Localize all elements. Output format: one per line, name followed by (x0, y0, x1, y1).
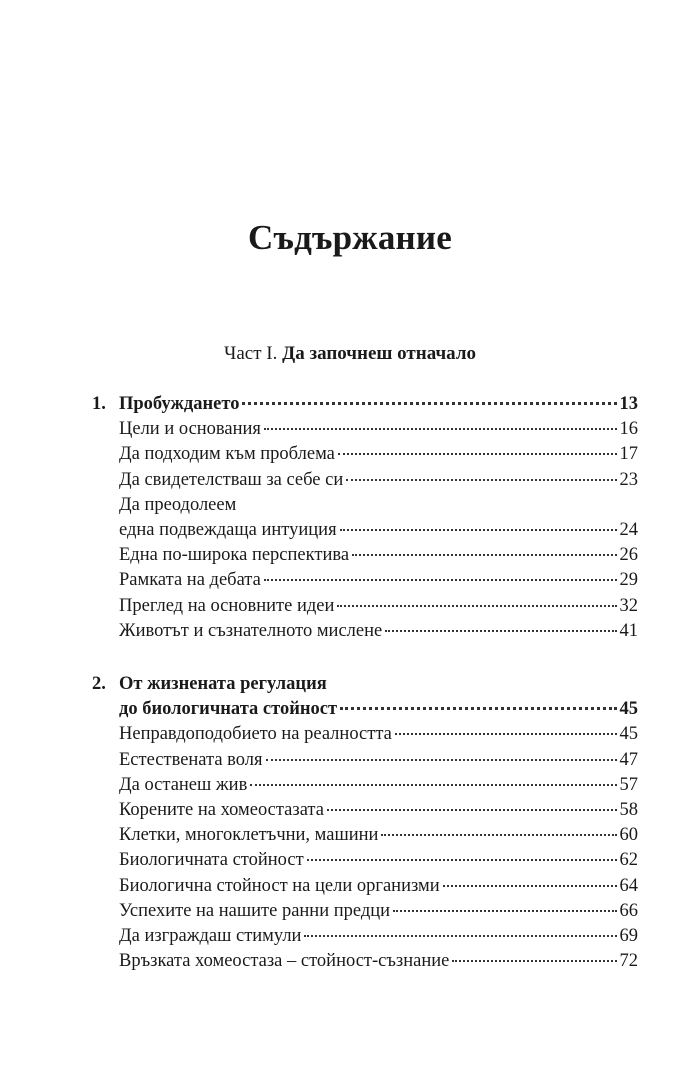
section-title: Естествената воля (119, 749, 263, 770)
toc-entry-first-line[interactable] (92, 493, 638, 518)
toc-entry[interactable] (92, 594, 638, 619)
dot-leader (304, 935, 616, 937)
dot-leader (381, 834, 616, 836)
toc-chapter-2 (92, 672, 638, 974)
page-number: 24 (619, 519, 638, 540)
dot-leader (395, 733, 617, 735)
toc-entry[interactable] (92, 773, 638, 798)
page-number: 64 (619, 875, 638, 896)
toc-entry[interactable] (92, 568, 638, 593)
dot-leader (327, 809, 617, 811)
page-number: 47 (619, 749, 638, 770)
dot-leader (307, 859, 617, 861)
dot-leader (338, 453, 617, 455)
part-name: Да започнеш отначало (282, 343, 476, 364)
toc-entry[interactable] (92, 748, 638, 773)
page-number: 32 (619, 595, 638, 616)
section-title: Връзката хомеостаза – стойност-съзнание (119, 951, 450, 972)
page-number: 45 (619, 724, 638, 745)
chapter-title: Пробуждането (119, 394, 240, 414)
toc-entry[interactable] (92, 848, 638, 873)
dot-leader (452, 960, 616, 962)
dot-leader (352, 554, 616, 556)
dot-leader (250, 784, 616, 786)
page-number: 41 (619, 620, 638, 641)
dot-leader (340, 707, 616, 710)
page-number: 16 (619, 419, 638, 440)
section-title: Да подходим към проблема (119, 444, 335, 465)
section-title: Успехите на нашите ранни предци (119, 900, 391, 921)
page-number: 23 (619, 469, 638, 490)
section-title: една подвеждаща интуиция (119, 519, 337, 540)
chapter-title-line1: От жизнената регулация (119, 674, 327, 694)
section-title: Животът и съзнателното мислене (119, 620, 383, 641)
page-number: 45 (619, 699, 638, 720)
page-number: 29 (619, 570, 638, 591)
section-title: Да останеш жив (119, 774, 248, 795)
dot-leader (242, 402, 616, 405)
toc-entry[interactable] (92, 417, 638, 442)
dot-leader (393, 910, 616, 912)
toc-entry[interactable] (92, 924, 638, 949)
toc-entry[interactable] (92, 518, 638, 543)
section-title: Клетки, многоклетъчни, машини (119, 825, 379, 846)
section-title-line1: Да преодолеем (119, 494, 237, 515)
section-title: Неправдоподобието на реалността (119, 724, 392, 745)
dot-leader (264, 428, 617, 430)
chapter-2-entry-first-line[interactable] (92, 672, 638, 697)
part-prefix: Част I. (224, 343, 283, 364)
toc-entry[interactable] (92, 543, 638, 568)
toc-entry[interactable] (92, 619, 638, 644)
page-number: 26 (619, 545, 638, 566)
page-number: 72 (619, 951, 638, 972)
chapter-number: 2. (92, 674, 106, 694)
page-number: 58 (619, 799, 638, 820)
section-title: Една по-широка перспектива (119, 545, 350, 566)
dot-leader (346, 479, 616, 481)
toc-entry[interactable] (92, 798, 638, 823)
chapter-number: 1. (92, 394, 106, 414)
dot-leader (443, 885, 617, 887)
toc-entry[interactable] (92, 468, 638, 493)
page-number: 69 (619, 925, 638, 946)
page-number: 13 (619, 394, 638, 414)
toc-entry[interactable] (92, 874, 638, 899)
section-title: Преглед на основните идеи (119, 595, 335, 616)
page-title: Съдържание (247, 218, 452, 257)
toc-entry[interactable] (92, 823, 638, 848)
page-number: 60 (619, 825, 638, 846)
toc-entry[interactable] (92, 722, 638, 747)
part-heading (0, 343, 700, 365)
section-title: Биологичната стойност (119, 850, 304, 871)
toc-entry[interactable] (92, 899, 638, 924)
chapter-1-entry[interactable] (92, 392, 638, 417)
dot-leader (266, 759, 617, 761)
toc-entry[interactable] (92, 442, 638, 467)
section-title: Да изграждаш стимули (119, 925, 302, 946)
chapter-title: до биологичната стойност (119, 699, 338, 720)
page-number: 62 (619, 850, 638, 871)
dot-leader (340, 529, 617, 531)
toc-chapter-1 (92, 392, 638, 644)
page-number: 17 (619, 444, 638, 465)
section-title: Корените на хомеостазата (119, 799, 324, 820)
section-title: Рамката на дебата (119, 570, 261, 591)
dot-leader (264, 579, 617, 581)
page-number: 66 (619, 900, 638, 921)
page-number: 57 (619, 774, 638, 795)
section-title: Да свидетелстваш за себе си (119, 469, 344, 490)
toc-entry[interactable] (92, 949, 638, 974)
section-title: Биологична стойност на цели организми (119, 875, 440, 896)
dot-leader (385, 630, 616, 632)
chapter-2-entry[interactable] (92, 697, 638, 722)
section-title: Цели и основания (119, 419, 261, 440)
dot-leader (337, 605, 616, 607)
